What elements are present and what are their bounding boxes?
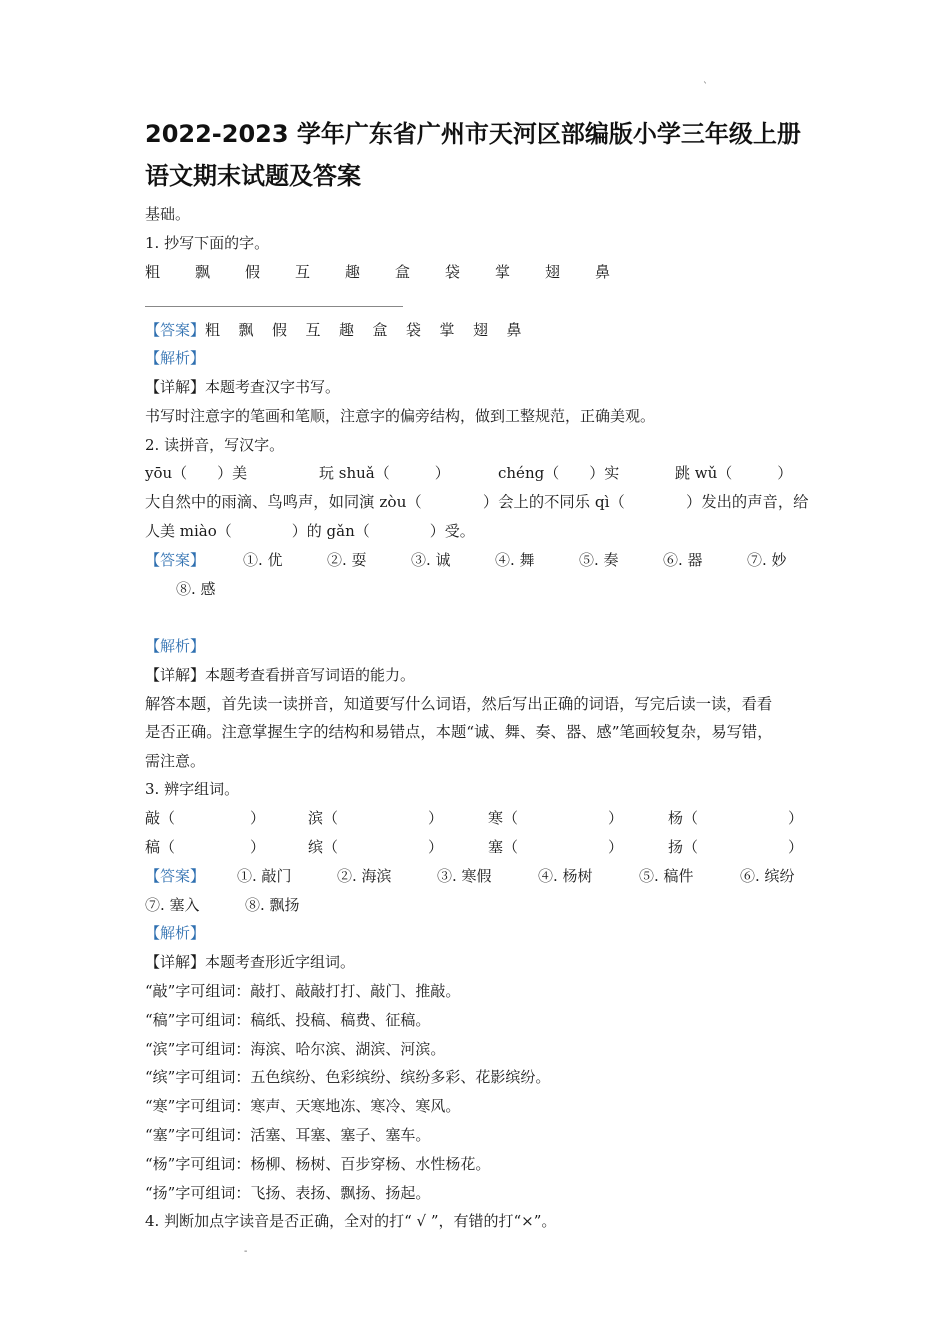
- q3-blank: 敲（ ）: [145, 809, 266, 827]
- q1-answer-char: 趣: [339, 321, 355, 339]
- q1-answer-char: 假: [272, 321, 288, 339]
- q2-answer-item: ①. 优: [243, 551, 283, 569]
- q2-stem: 2. 读拼音，写汉字。: [145, 436, 285, 454]
- q1-answer-char: 翅: [473, 321, 489, 339]
- q1-note: 书写时注意字的笔画和笔顺，注意字的偏旁结构，做到工整规范，正确美观。: [145, 407, 656, 425]
- q2-answer-item: ④. 舞: [495, 551, 535, 569]
- q3-blank: 扬（ ）: [668, 838, 804, 856]
- q3-answer-item: ②. 海滨: [337, 867, 392, 885]
- q2-body-3: 需注意。: [145, 752, 206, 770]
- q1-answer-label: 【答案】: [145, 321, 206, 339]
- page-title: [145, 113, 825, 197]
- section-label: 基础。: [145, 205, 191, 223]
- q1-answer-char: 粗: [205, 321, 221, 339]
- q3-blank: 稿（ ）: [145, 838, 266, 856]
- q2-blank-1: yōu（ ）美: [145, 464, 248, 482]
- q1-char: 趣: [345, 263, 361, 281]
- q2-sentence-line-1: 大自然中的雨滴、鸟鸣声，如同演 zòu（ ）会上的不同乐 qì（ ）发出的声音，给: [145, 493, 809, 511]
- q2-answer-item: ⑥. 器: [663, 551, 703, 569]
- q1-char-list: [145, 261, 645, 283]
- q1-char: 掌: [495, 263, 511, 281]
- q3-item: “扬”字可组词：飞扬、表扬、飘扬、扬起。: [145, 1184, 431, 1202]
- q1-char: 粗: [145, 263, 161, 281]
- q3-detail: 【详解】本题考查形近字组词。: [145, 953, 356, 971]
- q1-char: 盒: [395, 263, 411, 281]
- q3-blank: 塞（ ）: [488, 838, 624, 856]
- q3-answer-item: ⑥. 缤纷: [740, 867, 795, 885]
- q3-answer-item: ①. 敲门: [237, 867, 292, 885]
- q2-body-2: 是否正确。注意掌握生字的结构和易错点，本题“诚、舞、奏、器、感”笔画较复杂，易写错，: [145, 723, 773, 741]
- q1-char: 翅: [545, 263, 561, 281]
- q3-answer-label: 【答案】: [145, 867, 206, 885]
- q1-analysis-label: 【解析】: [145, 349, 206, 367]
- top-mark: `: [703, 82, 708, 93]
- title-line-2: 语文期末试题及答案: [145, 162, 361, 190]
- q2-blank-4: 跳 wǔ（ ）: [675, 464, 793, 482]
- q1-answer: [145, 319, 540, 341]
- q3-blank: 杨（ ）: [668, 809, 804, 827]
- q1-answer-char: 互: [305, 321, 321, 339]
- q4-stem: 4. 判断加点字读音是否正确，全对的打“ √ ”，有错的打“×”。: [145, 1212, 557, 1230]
- q3-item: “缤”字可组词：五色缤纷、色彩缤纷、缤纷多彩、花影缤纷。: [145, 1068, 551, 1086]
- q3-blank: 滨（ ）: [308, 809, 444, 827]
- q2-blank-2: 玩 shuǎ（ ）: [319, 464, 450, 482]
- q3-analysis-label: 【解析】: [145, 924, 206, 942]
- q3-item: “塞”字可组词：活塞、耳塞、塞子、塞车。: [145, 1126, 431, 1144]
- q2-answer-item: ③. 诚: [411, 551, 451, 569]
- q3-item: “敲”字可组词：敲打、敲敲打打、敲门、推敲。: [145, 982, 461, 1000]
- q1-answer-char: 掌: [439, 321, 455, 339]
- q3-item: “滨”字可组词：海滨、哈尔滨、湖滨、河滨。: [145, 1040, 446, 1058]
- answer-divider: [145, 306, 403, 307]
- title-line-1: 2022-2023 学年广东省广州市天河区部编版小学三年级上册: [145, 120, 801, 148]
- q2-answer-label: 【答案】: [145, 551, 206, 569]
- q3-answer-item: ⑦. 塞入: [145, 896, 200, 914]
- q1-char: 假: [245, 263, 261, 281]
- q1-answer-char: 飘: [238, 321, 254, 339]
- q2-detail: 【详解】本题考查看拼音写词语的能力。: [145, 666, 416, 684]
- q2-sentence-line-2: 人美 miào（ ）的 gǎn（ ）受。: [145, 522, 475, 540]
- q1-answer-char: 袋: [406, 321, 422, 339]
- q2-answer-item: ⑧. 感: [176, 580, 216, 598]
- bottom-mark: -: [244, 1246, 248, 1257]
- q3-blank: 寒（ ）: [488, 809, 624, 827]
- q2-answer-item: ⑤. 奏: [579, 551, 619, 569]
- q1-char: 互: [295, 263, 311, 281]
- q3-answer-item: ⑤. 稿件: [639, 867, 694, 885]
- q2-blank-3: chéng（ ）实: [498, 464, 620, 482]
- q2-analysis-label: 【解析】: [145, 637, 206, 655]
- q3-blank: 缤（ ）: [308, 838, 444, 856]
- q1-stem: 1. 抄写下面的字。: [145, 234, 270, 252]
- q2-answer-item: ②. 耍: [327, 551, 367, 569]
- q1-char: 袋: [445, 263, 461, 281]
- q1-char: 飘: [195, 263, 211, 281]
- q3-item: “寒”字可组词：寒声、天寒地冻、寒冷、寒风。: [145, 1097, 461, 1115]
- q1-char: 鼻: [595, 263, 611, 281]
- q1-answer-char: 鼻: [506, 321, 522, 339]
- q3-answer-item: ③. 寒假: [437, 867, 492, 885]
- q1-detail: 【详解】本题考查汉字书写。: [145, 378, 341, 396]
- q2-body-1: 解答本题，首先读一读拼音，知道要写什么词语，然后写出正确的词语，写完后读一读，看看: [145, 695, 773, 713]
- q3-item: “稿”字可组词：稿纸、投稿、稿费、征稿。: [145, 1011, 431, 1029]
- q3-answer-item: ⑧. 飘扬: [245, 896, 300, 914]
- q3-item: “杨”字可组词：杨柳、杨树、百步穿杨、水性杨花。: [145, 1155, 491, 1173]
- q2-answer-item: ⑦. 妙: [747, 551, 787, 569]
- q3-stem: 3. 辨字组词。: [145, 780, 240, 798]
- q1-answer-char: 盒: [372, 321, 388, 339]
- q3-answer-item: ④. 杨树: [538, 867, 593, 885]
